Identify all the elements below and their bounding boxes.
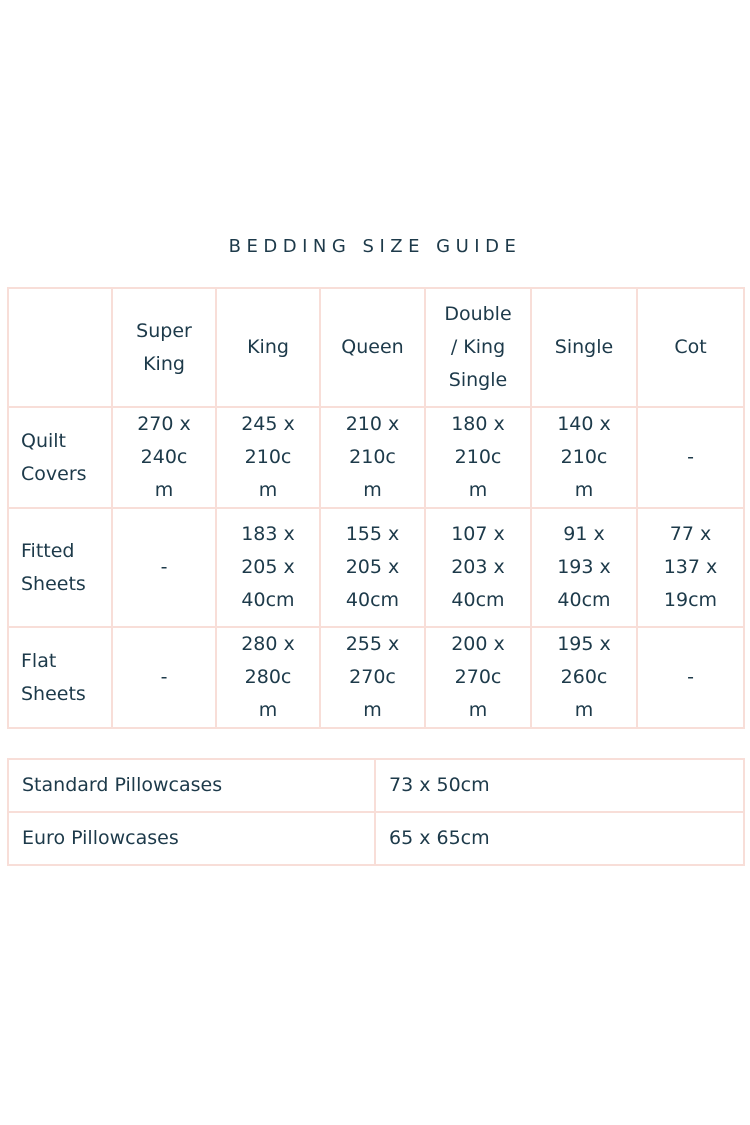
- table-row-standard-pillowcases: [8, 759, 744, 812]
- table-cell: [320, 508, 425, 627]
- table-cell: [637, 627, 744, 728]
- column-header-queen: [320, 288, 425, 407]
- table-cell: [425, 508, 531, 627]
- pillow-label-cell: Euro Pillowcases: [8, 812, 375, 865]
- cell-value: -: [160, 666, 168, 688]
- table-cell: [112, 407, 216, 508]
- column-header-cot: [637, 288, 744, 407]
- row-header: [8, 508, 112, 627]
- cell-value: 91 x 193 x 40cm: [557, 523, 611, 611]
- row-header-label: Quilt Covers: [21, 429, 87, 485]
- table-cell: [112, 627, 216, 728]
- column-header-label: Super King: [136, 319, 192, 375]
- cell-value: 270 x 240cm: [137, 413, 191, 501]
- table-cell: [425, 407, 531, 508]
- column-header-label: King: [247, 336, 289, 358]
- page-title: BEDDING SIZE GUIDE: [228, 236, 522, 257]
- cell-value: -: [687, 666, 694, 688]
- header-empty-cell: [8, 288, 112, 407]
- table-cell: [320, 407, 425, 508]
- cell-value: 155 x 205 x 40cm: [345, 523, 400, 611]
- table-cell: [112, 508, 216, 627]
- column-header-double-king-single: [425, 288, 531, 407]
- table-cell: [531, 407, 637, 508]
- column-header-super-king: [112, 288, 216, 407]
- table-row-fitted-sheets: [8, 508, 744, 627]
- cell-value: 183 x 205 x 40cm: [241, 523, 295, 611]
- pillow-value-cell: 73 x 50cm: [375, 759, 744, 812]
- table-cell: [216, 508, 320, 627]
- table-cell: [425, 627, 531, 728]
- pillowcase-size-table: [7, 758, 745, 866]
- table-row-euro-pillowcases: [8, 812, 744, 865]
- pillow-value-cell: 65 x 65cm: [375, 812, 744, 865]
- table-cell: [320, 627, 425, 728]
- table-cell: [531, 627, 637, 728]
- cell-value: 255 x 270cm: [345, 633, 400, 721]
- table-cell: [216, 627, 320, 728]
- column-header-label: Queen: [341, 336, 404, 358]
- column-header-label: Cot: [674, 336, 707, 358]
- column-header-single: [531, 288, 637, 407]
- cell-value: -: [687, 446, 694, 468]
- cell-value: 180 x 210cm: [451, 413, 505, 501]
- table-row-flat-sheets: [8, 627, 744, 728]
- row-header-label: Fitted Sheets: [21, 539, 86, 595]
- pillow-label-cell: Standard Pillowcases: [8, 759, 375, 812]
- cell-value: 210 x 210cm: [345, 413, 400, 501]
- table-header-row: [8, 288, 744, 407]
- cell-value: 280 x 280cm: [241, 633, 295, 721]
- table-cell: [637, 508, 744, 627]
- row-header: [8, 407, 112, 508]
- cell-value: 245 x 210cm: [241, 413, 295, 501]
- table-cell: [216, 407, 320, 508]
- cell-value: 195 x 260cm: [557, 633, 611, 721]
- column-header-label: Single: [554, 336, 614, 358]
- cell-value: 77 x 137 x 19cm: [663, 523, 718, 611]
- cell-value: -: [160, 556, 168, 578]
- cell-value: 200 x 270cm: [451, 633, 505, 721]
- table-cell: [637, 407, 744, 508]
- row-header-label: Flat Sheets: [21, 649, 86, 705]
- cell-value: 107 x 203 x 40cm: [451, 523, 505, 611]
- cell-value: 140 x 210cm: [557, 413, 611, 501]
- table-cell: [531, 508, 637, 627]
- bedding-size-table: [7, 287, 745, 729]
- row-header: [8, 627, 112, 728]
- table-row-quilt-covers: [8, 407, 744, 508]
- column-header-king: [216, 288, 320, 407]
- column-header-label: Double / King Single: [444, 303, 512, 391]
